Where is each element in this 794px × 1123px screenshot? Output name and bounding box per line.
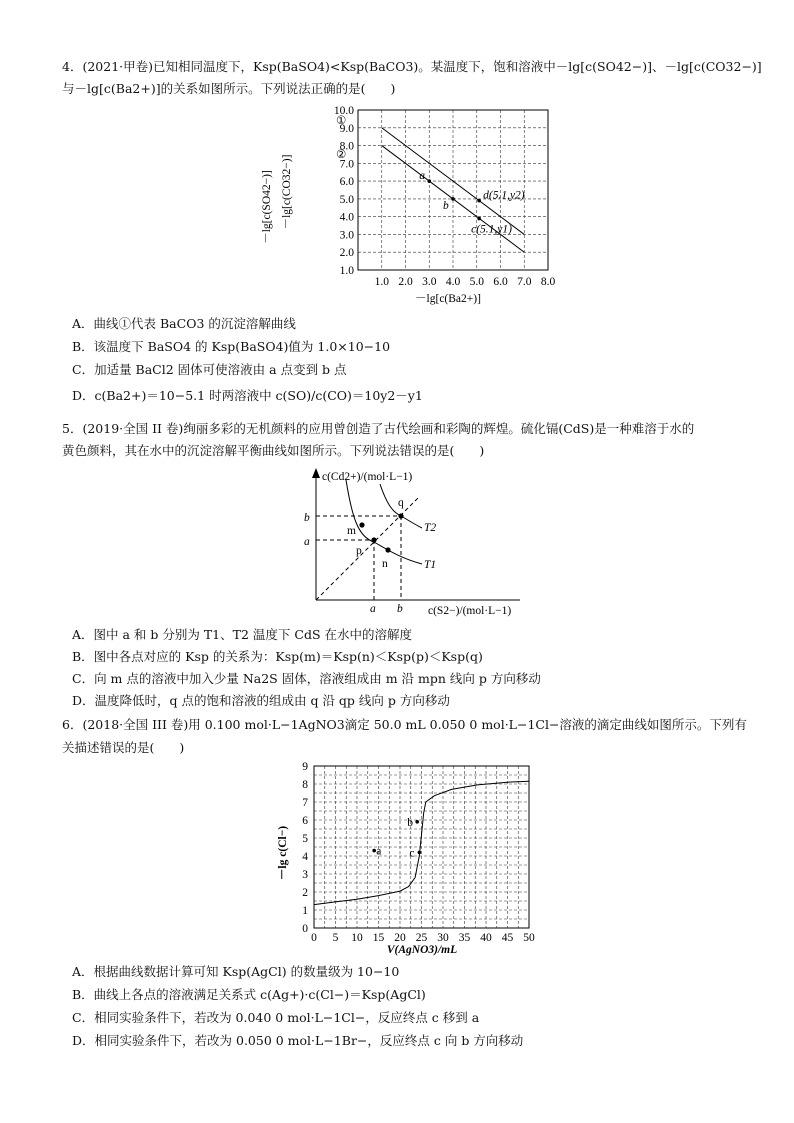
- q6-option-a[interactable]: A．根据曲线数据计算可知 Ksp(AgCl) 的数量级为 10−10: [72, 964, 400, 979]
- q5-point-n-label: n: [382, 558, 388, 570]
- q4-ytick: 4.0: [339, 211, 354, 224]
- q4-ytick: 10.0: [333, 105, 354, 117]
- q6-xtick: 30: [437, 932, 449, 944]
- q4-point-c-label: c(5.1,y1): [471, 223, 512, 236]
- q6-xtick: 50: [523, 932, 535, 944]
- q6-ytick: 8: [302, 779, 308, 791]
- q6-point-a-label: a: [376, 845, 382, 858]
- q4-ytick: 9.0: [339, 122, 354, 135]
- q4-curve2-label: ②: [336, 149, 347, 161]
- q4-point-d: [477, 199, 481, 203]
- q6-xtick: 45: [501, 932, 514, 944]
- q6-ytick: 3: [302, 869, 308, 881]
- q6-point-b-label: b: [407, 816, 413, 829]
- q5-option-c[interactable]: C．向 m 点的溶液中加入少量 Na2S 固体，溶液组成由 m 沿 mpn 线向 p 方向移动: [72, 671, 541, 686]
- q4-point-a: [427, 179, 431, 183]
- q4-xtick: 5.0: [469, 276, 484, 288]
- q6-xtick: 10: [351, 932, 363, 944]
- q5-figure: [300, 462, 530, 622]
- q4-point-c: [477, 217, 481, 221]
- q6-ytick: 5: [302, 833, 308, 845]
- q4-option-d[interactable]: D．c(Ba2+)＝10−5.1 时两溶液中 c(SO)/c(CO)＝10y2－y1: [72, 388, 423, 403]
- q6-point-c-label: c: [409, 847, 415, 860]
- q6-xtick: 40: [480, 932, 492, 944]
- q5-point-n: [385, 547, 390, 552]
- q4-ytick: 2.0: [339, 247, 354, 260]
- q5-point-p-label: p: [356, 545, 362, 557]
- q6-ytick: 6: [302, 815, 308, 827]
- q4-xtick: 3.0: [422, 276, 437, 288]
- q5-xlabel: c(S2−)/(mol·L−1): [428, 605, 512, 617]
- q4-figure: [258, 102, 558, 312]
- q4-point-a-label: a: [419, 170, 425, 183]
- q5-point-m-label: m: [347, 525, 356, 537]
- q5-curve-t1-label: T1: [424, 559, 437, 571]
- q6-ytick: 7: [302, 797, 308, 809]
- q5-option-b[interactable]: B．图中各点对应的 Ksp 的关系为：Ksp(m)＝Ksp(n)＜Ksp(p)＜Ksp(q): [72, 649, 483, 664]
- q5-stem-line2: 黄色颜料，其在水中的沉淀溶解平衡曲线如图所示。下列说法错误的是( ): [62, 443, 485, 458]
- q4-ytick: 7.0: [339, 158, 354, 171]
- q6-xtick: 35: [458, 932, 471, 944]
- q4-ylabel-co3: －lg[c(CO32−)]: [281, 154, 293, 230]
- q5-xtick-a: a: [370, 603, 376, 615]
- q6-ytick: 0: [302, 923, 308, 935]
- q5-point-q-label: q: [398, 497, 404, 509]
- q4-option-c[interactable]: C．加适量 BaCl2 固体可使溶液由 a 点变到 b 点: [72, 362, 347, 377]
- q6-ytick: 1: [302, 905, 308, 917]
- q5-dashed-diagonal: [316, 498, 418, 600]
- q5-stem-line1: 5．(2019·全国 II 卷)绚丽多彩的无机颜料的应用曾创造了古代绘画和彩陶的辉煌。硫化镉(CdS)是一种难溶于水的: [62, 421, 695, 436]
- q6-ytick: 4: [302, 851, 308, 863]
- q4-ytick: 8.0: [339, 140, 354, 153]
- q4-xtick: 2.0: [398, 276, 413, 288]
- q5-xtick-b: b: [397, 603, 403, 615]
- q6-option-d[interactable]: D．相同实验条件下，若改为 0.050 0 mol·L−1Br−，反应终点 c 向 b 方向移动: [72, 1033, 524, 1048]
- q6-stem-line1: 6．(2018·全国 III 卷)用 0.100 mol·L−1AgNO3滴定 50.0 mL 0.050 0 mol·L−1Cl−溶液的滴定曲线如图所示。下列有: [62, 717, 747, 732]
- q4-ytick: 5.0: [339, 193, 354, 206]
- q6-xlabel: V(AgNO3)/mL: [386, 944, 458, 956]
- q4-ytick: 6.0: [339, 176, 354, 189]
- q5-guide-a: [316, 540, 374, 600]
- q4-option-a[interactable]: A．曲线①代表 BaCO3 的沉淀溶解曲线: [72, 316, 296, 331]
- q6-ytick: 2: [302, 887, 308, 899]
- q4-xtick: 8.0: [540, 276, 556, 288]
- q4-xlabel: －lg[c(Ba2+)]: [415, 293, 481, 305]
- q4-xtick: 7.0: [517, 276, 532, 288]
- q5-point-m: [359, 522, 364, 527]
- q4-ylabel-so4: －lg[c(SO42−)]: [261, 170, 273, 244]
- q4-ytick: 3.0: [339, 229, 354, 242]
- q5-option-d[interactable]: D．温度降低时，q 点的饱和溶液的组成由 q 沿 qp 线向 p 方向移动: [72, 693, 450, 708]
- q5-point-p: [371, 537, 376, 542]
- q4-stem-line2: 与－lg[c(Ba2+)]的关系如图所示。下列说法正确的是( ): [62, 81, 396, 96]
- q6-stem-line2: 关描述错误的是( ): [62, 740, 185, 755]
- q5-ylabel: c(Cd2+)/(mol·L−1): [322, 471, 413, 483]
- q5-ytick-a: a: [304, 536, 310, 548]
- q6-xtick: 0: [311, 932, 317, 944]
- q6-xtick: 25: [415, 932, 428, 944]
- q6-point-b: [415, 820, 419, 824]
- q6-option-b[interactable]: B．曲线上各点的溶液满足关系式 c(Ag+)·c(Cl−)＝Ksp(AgCl): [72, 987, 426, 1002]
- q4-xtick: 1.0: [374, 276, 389, 288]
- q4-curve1-label: ①: [336, 115, 347, 127]
- q4-point-d-label: d(5.1,y2): [483, 189, 525, 202]
- q4-point-b: [451, 197, 455, 201]
- q5-option-a[interactable]: A．图中 a 和 b 分别为 T1、T2 温度下 CdS 在水中的溶解度: [72, 627, 412, 642]
- q6-ylabel: －lg c(Cl−): [277, 825, 289, 881]
- q4-option-b[interactable]: B．该温度下 BaSO4 的 Ksp(BaSO4)值为 1.0×10−10: [72, 339, 391, 354]
- q4-ytick: 1.0: [339, 265, 354, 277]
- q5-ytick-b: b: [304, 512, 310, 524]
- q4-xtick: 4.0: [445, 276, 461, 288]
- q6-figure: [272, 758, 544, 958]
- q6-point-c: [418, 851, 422, 855]
- q5-y-axis-arrow: [312, 468, 320, 478]
- q4-xtick: 6.0: [493, 276, 508, 288]
- q4-point-b-label: b: [443, 199, 449, 212]
- q6-xtick: 5: [332, 932, 339, 944]
- q5-curve-t2-label: T2: [424, 522, 437, 534]
- q4-stem-line1: 4．(2021·甲卷)已知相同温度下，Ksp(BaSO4)<Ksp(BaCO3)。某温度下，饱和溶液中－lg[c(SO42−)]、－lg[c(CO32−)]: [62, 59, 762, 74]
- q6-ytick: 9: [302, 761, 308, 773]
- q6-option-c[interactable]: C．相同实验条件下，若改为 0.040 0 mol·L−1Cl−，反应终点 c 移到 a: [72, 1010, 480, 1025]
- q6-xtick: 15: [372, 932, 385, 944]
- q5-point-q: [398, 513, 403, 518]
- q6-xtick: 20: [394, 932, 406, 944]
